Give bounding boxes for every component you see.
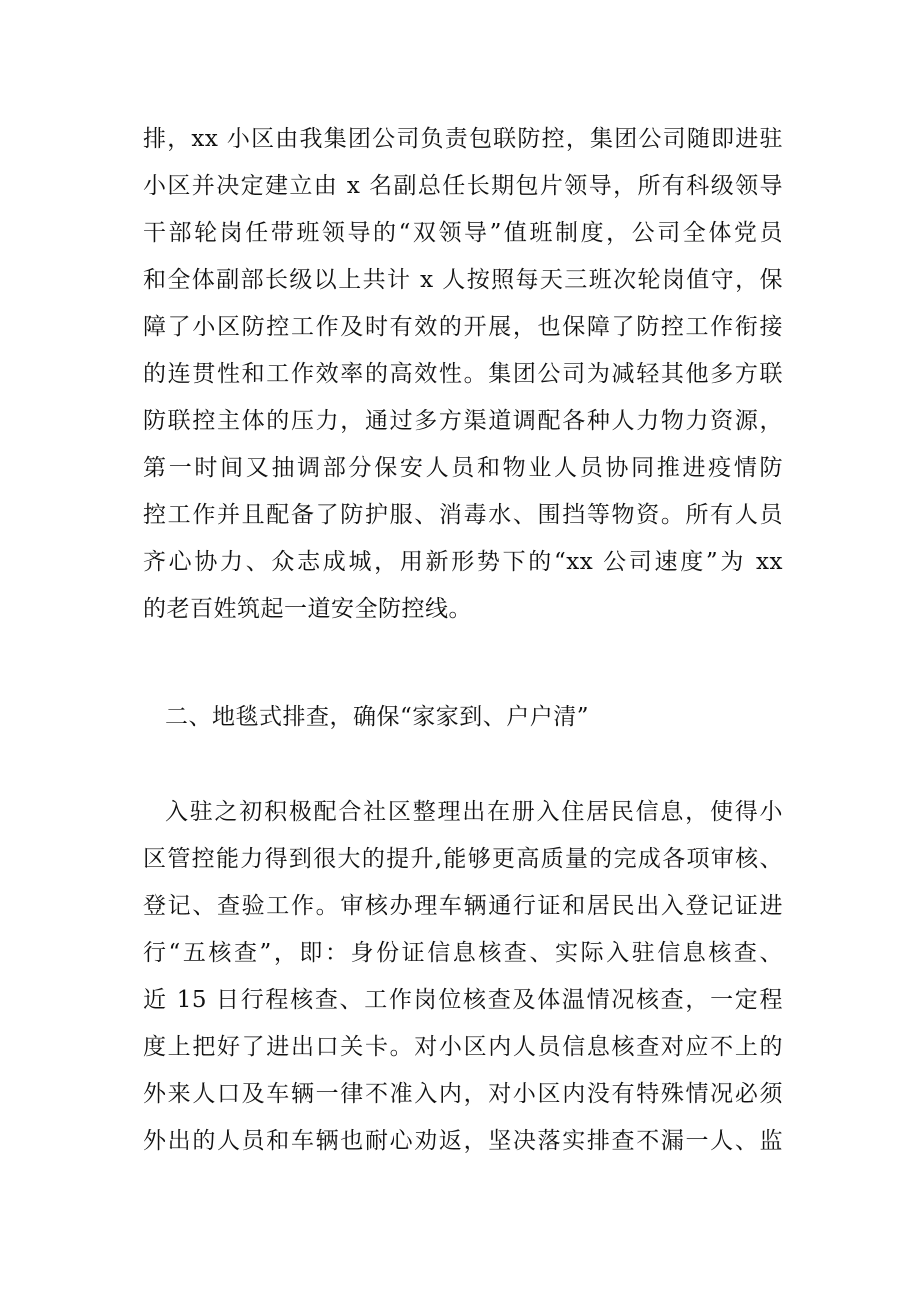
paragraph-line: 小区并决定建立由 x 名副总任长期包片领导，所有科级领导 bbox=[143, 173, 783, 199]
paragraph-line: 齐心协力、众志成城，用新形势下的“xx 公司速度”为 xx bbox=[143, 549, 783, 575]
paragraph-line: 近 15 日行程核查、工作岗位核查及体温情况核查，一定程 bbox=[143, 987, 783, 1013]
paragraph-line: 排，xx 小区由我集团公司负责包联防控，集团公司随即进驻 bbox=[143, 126, 783, 152]
paragraph-line: 的连贯性和工作效率的高效性。集团公司为减轻其他多方联 bbox=[143, 361, 783, 387]
paragraph-line: 登记、查验工作。审核办理车辆通行证和居民出入登记证进 bbox=[143, 893, 783, 919]
paragraph-line: 区管控能力得到很大的提升,能够更高质量的完成各项审核、 bbox=[143, 846, 783, 872]
paragraph-line: 干部轮岗任带班领导的“双领导”值班制度，公司全体党员 bbox=[143, 220, 783, 246]
paragraph-line: 控工作并且配备了防护服、消毒水、围挡等物资。所有人员 bbox=[143, 502, 783, 528]
paragraph-line: 外来人口及车辆一律不准入内，对小区内没有特殊情况必须 bbox=[143, 1081, 783, 1107]
paragraph-line: 入驻之初积极配合社区整理出在册入住居民信息，使得小 bbox=[165, 799, 783, 825]
paragraph-line: 第一时间又抽调部分保安人员和物业人员协同推进疫情防 bbox=[143, 455, 783, 481]
section-heading: 二、地毯式排查，确保“家家到、户户清” bbox=[165, 704, 590, 730]
paragraph-line: 障了小区防控工作及时有效的开展，也保障了防控工作衔接 bbox=[143, 314, 783, 340]
paragraph-line: 外出的人员和车辆也耐心劝返，坚决落实排查不漏一人、监 bbox=[143, 1128, 783, 1154]
paragraph-line: 和全体副部长级以上共计 x 人按照每天三班次轮岗值守，保 bbox=[143, 267, 783, 293]
paragraph-line: 行“五核查”，即：身份证信息核查、实际入驻信息核查、 bbox=[143, 940, 783, 966]
paragraph-line: 防联控主体的压力，通过多方渠道调配各种人力物力资源， bbox=[143, 408, 783, 434]
paragraph-line: 度上把好了进出口关卡。对小区内人员信息核查对应不上的 bbox=[143, 1034, 783, 1060]
paragraph-line: 的老百姓筑起一道安全防控线。 bbox=[143, 596, 472, 622]
